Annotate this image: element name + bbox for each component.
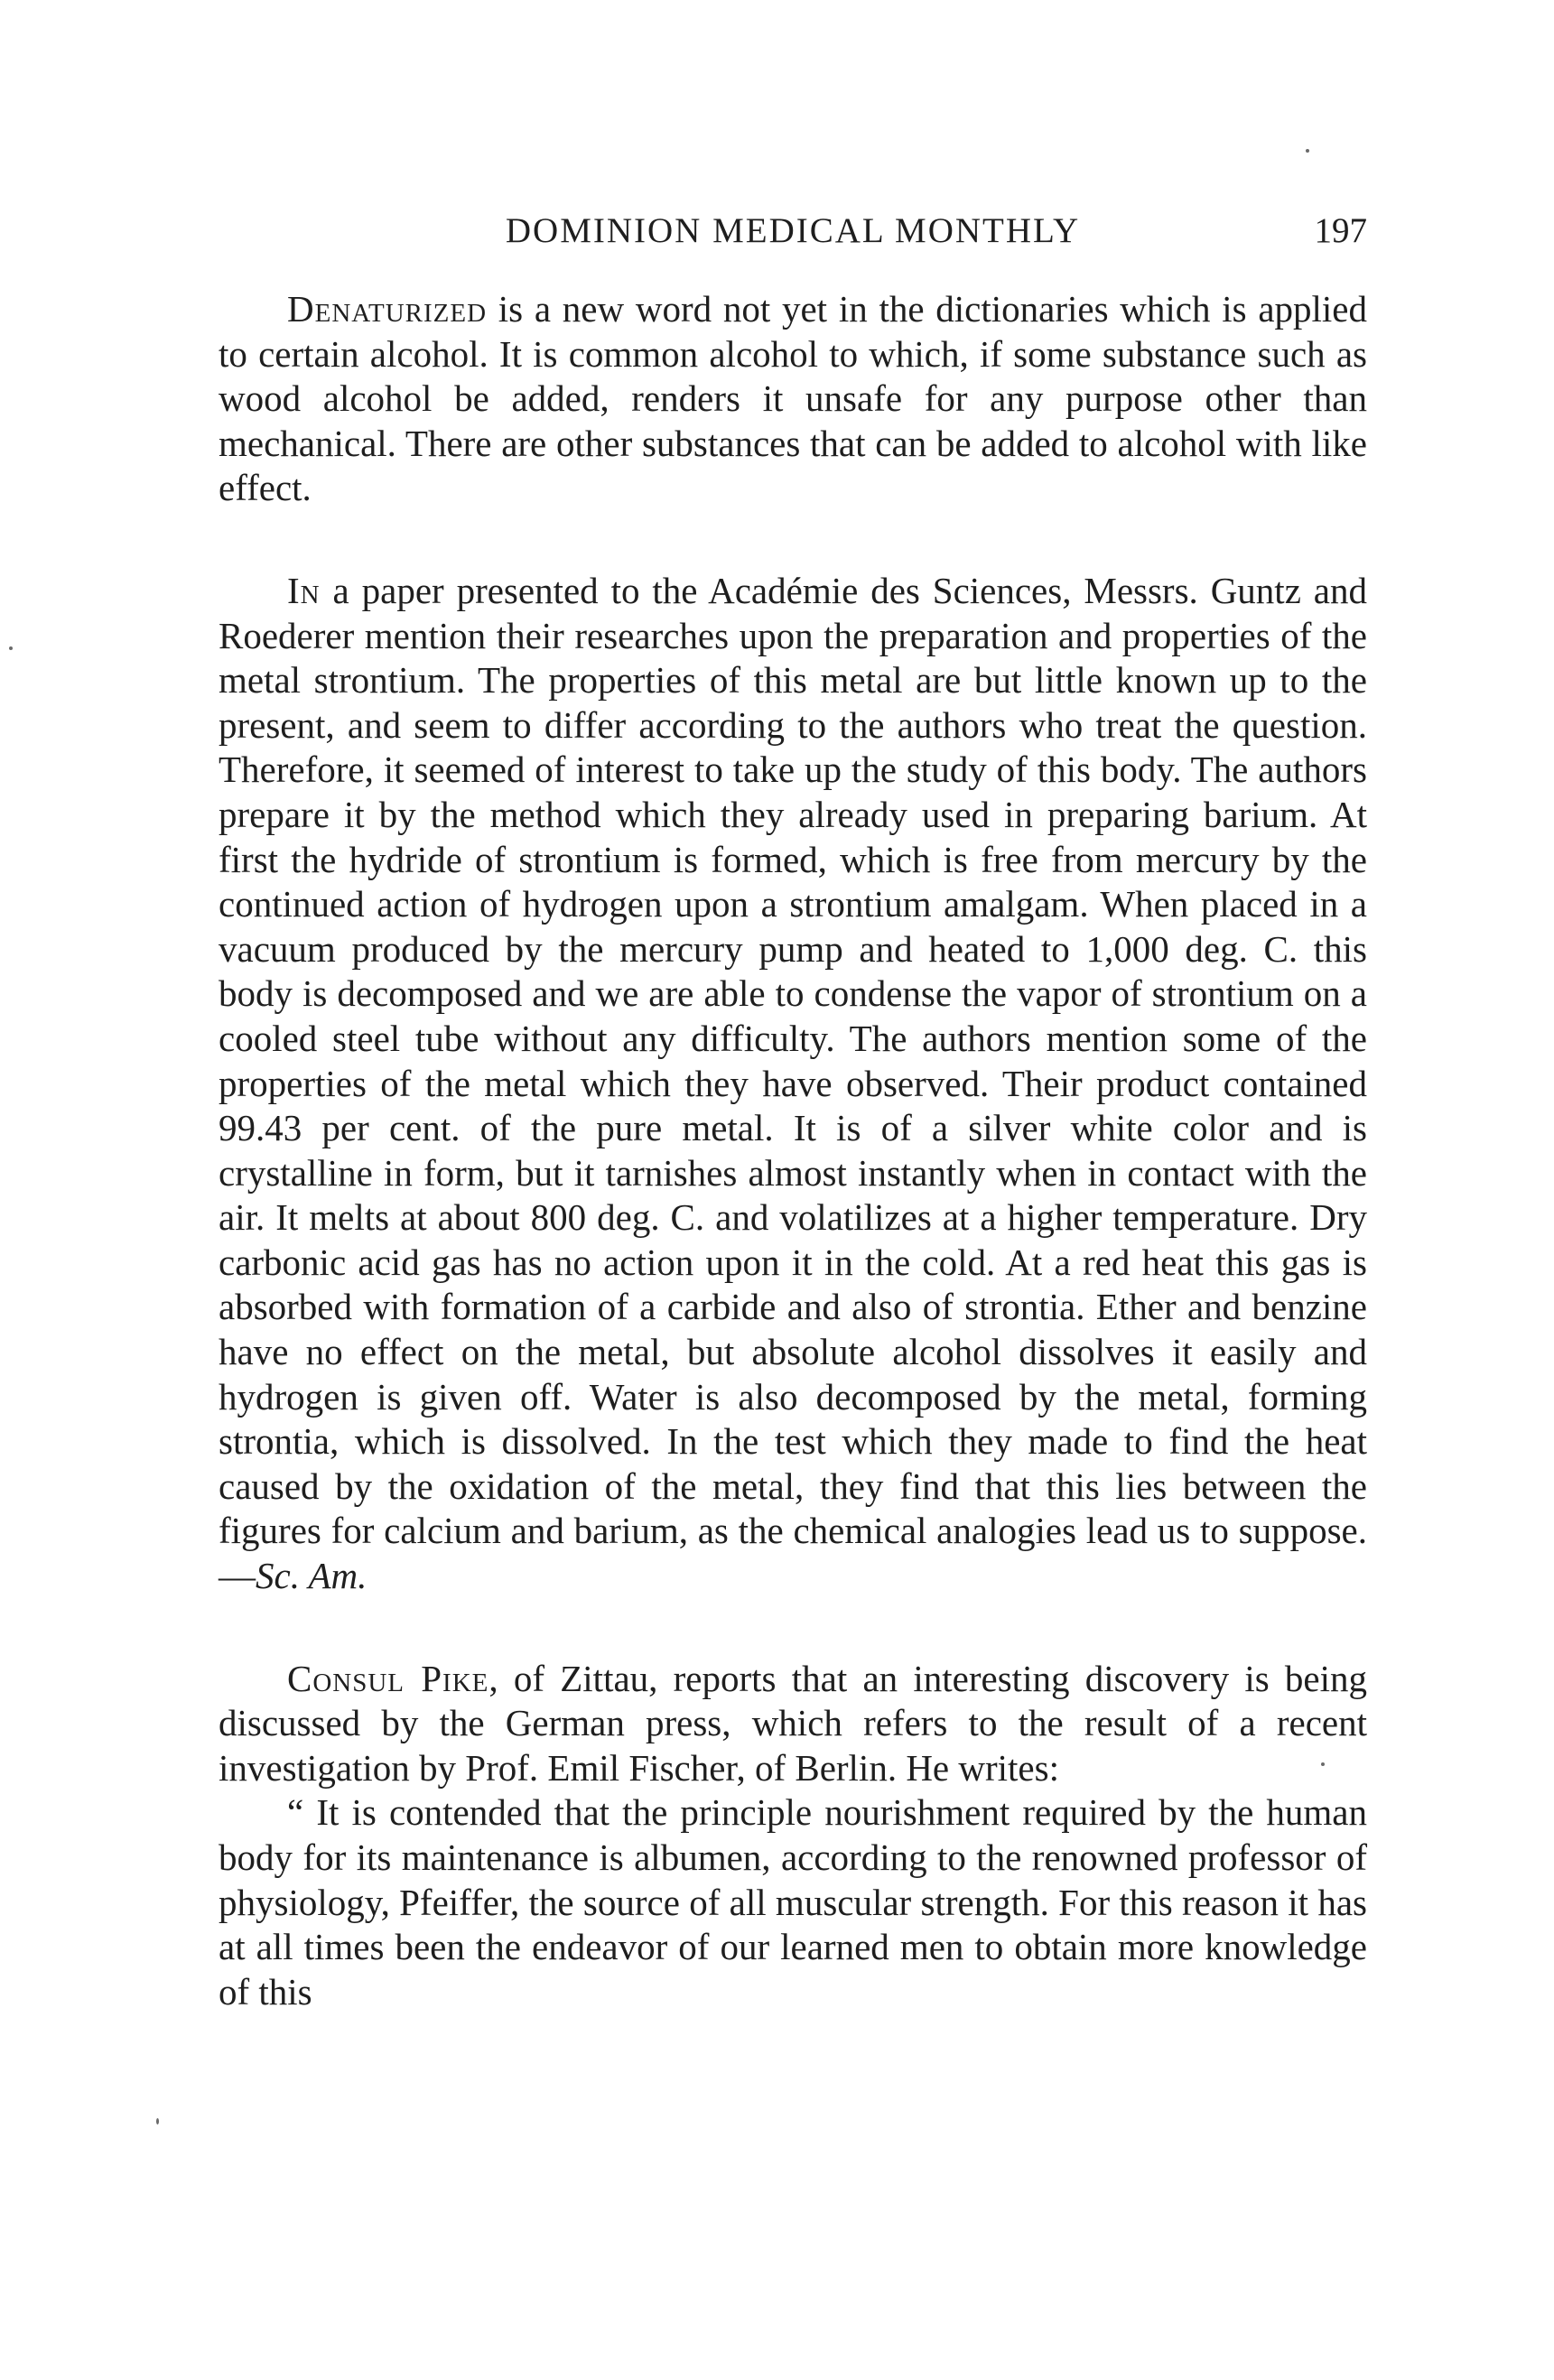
body-text: [219, 287, 1367, 2014]
page-number: 197: [1314, 211, 1367, 250]
lead-word: Consul Pike: [287, 1657, 489, 1699]
paragraph-denaturized: [219, 287, 1367, 511]
journal-page: [219, 0, 1367, 2380]
scan-speck: [1306, 149, 1309, 153]
scan-speck: [1321, 1762, 1325, 1766]
paragraph-text: “ It is contended that the principle nourishment required by the human body for its maintenance is albumen, according to the renowned professor of physiology, Pfeiffer, the source of all muscular strength. For this reason it has at all times been the endeavor of our learned men to obtain more knowledge of this: [219, 1791, 1367, 2013]
paragraph-strontium: [219, 569, 1367, 1599]
source-citation: Sc. Am.: [256, 1555, 368, 1597]
paragraph-consul-pike: [219, 1657, 1367, 1791]
lead-word: Denaturized: [287, 288, 488, 330]
paragraph-text: , of Zittau, reports that an interesting discovery is being discussed by the German press, which refers to the result of a recent investigation by Prof. Emil Fischer, of Berlin. He writes:: [219, 1657, 1367, 1789]
lead-word: In: [287, 569, 321, 611]
paragraph-text: is a new word not yet in the dictionaries which is applied to certain alcohol. It is common alcohol to which, if some substance such as wood alcohol be added, renders it unsafe for any purpose other than mechanical. There are other substances that can be added to alcohol with like effect.: [219, 288, 1367, 509]
scan-speck: [156, 2118, 159, 2124]
paragraph-text: a paper presented to the Académie des Sciences, Messrs. Guntz and Roederer mention their researches upon the preparation and properties of the metal strontium. The properties of this metal are but little known up to the present, and seem to differ according to the authors who treat the question. Therefore, it seemed of interest to take up the study of this body. The authors prepare it by the method which they already used in preparing barium. At first the hydride of strontium is formed, which is free from mercury by the continued action of hydrogen upon a strontium amalgam. When placed in a vacuum produced by the mercury pump and heated to 1,000 deg. C. this body is decomposed and we are able to condense the vapor of strontium on a cooled steel tube without any difficulty. The authors mention some of the properties of the metal which they have observed. Their product contained 99.43 per cent. of the pure metal. It is of a silver white color and is crystalline in form, but it tarnishes almost instantly when in contact with the air. It melts at about 800 deg. C. and volatilizes at a higher temperature. Dry carbonic acid gas has no action upon it in the cold. At a red heat this gas is absorbed with formation of a carbide and also of strontia. Ether and benzine have no effect on the metal, but absolute alcohol dissolves it easily and hydrogen is given off. Water is also decomposed by the metal, forming strontia, which is dissolved. In the test which they made to find the heat caused by the oxidation of the metal, they find that this lies between the figures for calcium and barium, as the chemical analogies lead us to suppose.—: [219, 569, 1367, 1597]
paragraph-quotation: [219, 1790, 1367, 2014]
journal-title: DOMINION MEDICAL MONTHLY: [505, 211, 1081, 250]
scan-speck: [9, 646, 13, 650]
running-head: [219, 204, 1367, 258]
